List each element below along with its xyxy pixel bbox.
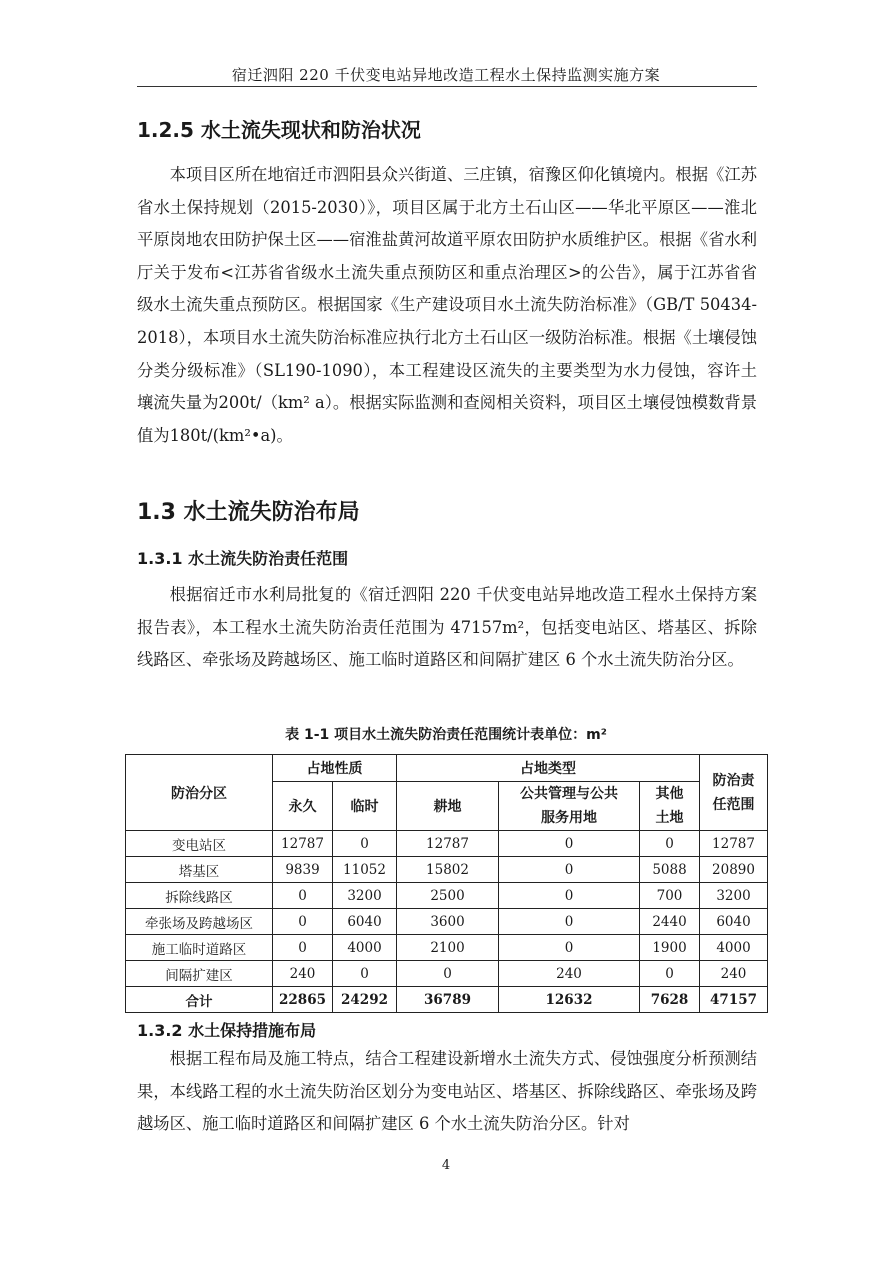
cell-other: 7628 — [640, 987, 700, 1013]
cell-public: 0 — [499, 831, 640, 857]
cell-public: 12632 — [499, 987, 640, 1013]
header-permanent: 永久 — [273, 782, 333, 831]
table-row — [126, 831, 768, 857]
cell-permanent: 12787 — [273, 831, 333, 857]
table-total-row — [126, 987, 768, 1013]
cell-responsibility: 6040 — [700, 909, 768, 935]
cell-zone: 牵张场及跨越场区 — [126, 909, 273, 935]
table-row — [126, 857, 768, 883]
section-heading-1-3: 1.3 水土流失防治布局 — [137, 500, 360, 525]
cell-temporary: 0 — [333, 961, 397, 987]
cell-farmland: 3600 — [397, 909, 499, 935]
paragraph-1-3-2: 根据工程布局及施工特点，结合工程建设新增水土流失方式、侵蚀强度分析预测结果，本线路工程的水土流失防治区划分为变电站区、塔基区、拆除线路区、牵张场及跨越场区、施工临时道路区和间隔扩建区 6 个水土流失防治分区。针对 — [137, 1049, 757, 1134]
section-heading-1-2-5: 1.2.5 水土流失现状和防治状况 — [137, 118, 421, 142]
header-land-type: 占地类型 — [397, 755, 700, 782]
cell-public: 0 — [499, 883, 640, 909]
header-responsibility: 防治责任范围 — [700, 755, 768, 831]
header-rule — [137, 86, 757, 87]
page-number: 4 — [441, 1158, 451, 1173]
responsibility-table — [125, 754, 768, 1013]
cell-responsibility: 240 — [700, 961, 768, 987]
header-land-nature: 占地性质 — [273, 755, 397, 782]
table-row — [126, 883, 768, 909]
cell-farmland: 0 — [397, 961, 499, 987]
cell-zone: 塔基区 — [126, 857, 273, 883]
cell-permanent: 9839 — [273, 857, 333, 883]
cell-permanent: 22865 — [273, 987, 333, 1013]
header-other-land: 其他土地 — [640, 782, 700, 831]
cell-farmland: 2100 — [397, 935, 499, 961]
cell-responsibility: 3200 — [700, 883, 768, 909]
cell-other: 0 — [640, 831, 700, 857]
cell-temporary: 6040 — [333, 909, 397, 935]
cell-farmland: 36789 — [397, 987, 499, 1013]
cell-temporary: 4000 — [333, 935, 397, 961]
table-row — [126, 961, 768, 987]
section-heading-1-3-1: 1.3.1 水土流失防治责任范围 — [137, 549, 349, 568]
cell-zone: 施工临时道路区 — [126, 935, 273, 961]
header-farmland: 耕地 — [397, 782, 499, 831]
cell-other: 0 — [640, 961, 700, 987]
header-temporary: 临时 — [333, 782, 397, 831]
cell-farmland: 2500 — [397, 883, 499, 909]
cell-other: 2440 — [640, 909, 700, 935]
cell-zone: 拆除线路区 — [126, 883, 273, 909]
cell-public: 0 — [499, 935, 640, 961]
cell-temporary: 24292 — [333, 987, 397, 1013]
paragraph-1-2-5: 本项目区所在地宿迁市泗阳县众兴街道、三庄镇，宿豫区仰化镇境内。根据《江苏省水土保持规划（2015-2030）》，项目区属于北方土石山区——华北平原区——淮北平原岗地农田防护保土区——宿淮盐黄河故道平原农田防护水质维护区。根据《省水利厅关于发布<江苏省省级水土流失重点预防区和重点治理区>的公告》，属于江苏省省级水土流失重点预防区。根据国家《生产建设项目水土流失防治标准》（GB/T 50434-2018），本项目水土流失防治标准应执行北方土石山区一级防治标准。根据《土壤侵蚀分类分级标准》（SL190-1090），本工程建设区流失的主要类型为水力侵蚀，容许土壤流失量为200t/（km² a）。根据实际监测和查阅相关资料，项目区土壤侵蚀模数背景值为180t/(km²•a)。 — [137, 165, 757, 445]
cell-temporary: 0 — [333, 831, 397, 857]
cell-permanent: 240 — [273, 961, 333, 987]
cell-permanent: 0 — [273, 935, 333, 961]
cell-other: 1900 — [640, 935, 700, 961]
table-row — [126, 935, 768, 961]
table-caption: 表 1-1 项目水土流失防治责任范围统计表单位：m² — [285, 727, 607, 743]
cell-responsibility: 47157 — [700, 987, 768, 1013]
cell-zone: 间隔扩建区 — [126, 961, 273, 987]
section-heading-1-3-2: 1.3.2 水土保持措施布局 — [137, 1021, 317, 1040]
cell-farmland: 15802 — [397, 857, 499, 883]
running-header: 宿迁泗阳 220 千伏变电站异地改造工程水土保持监测实施方案 — [231, 66, 661, 84]
cell-public: 0 — [499, 857, 640, 883]
cell-responsibility: 4000 — [700, 935, 768, 961]
cell-temporary: 11052 — [333, 857, 397, 883]
cell-permanent: 0 — [273, 909, 333, 935]
cell-responsibility: 20890 — [700, 857, 768, 883]
cell-responsibility: 12787 — [700, 831, 768, 857]
paragraph-1-3-1: 根据宿迁市水利局批复的《宿迁泗阳 220 千伏变电站异地改造工程水土保持方案报告表》，本工程水土流失防治责任范围为 47157m²，包括变电站区、塔基区、拆除线路区、牵张场及跨越场区、施工临时道路区和间隔扩建区 6 个水土流失防治分区。 — [137, 585, 757, 670]
cell-zone: 变电站区 — [126, 831, 273, 857]
cell-permanent: 0 — [273, 883, 333, 909]
table-row — [126, 909, 768, 935]
cell-temporary: 3200 — [333, 883, 397, 909]
cell-public: 240 — [499, 961, 640, 987]
header-zone: 防治分区 — [126, 755, 273, 831]
cell-other: 5088 — [640, 857, 700, 883]
cell-public: 0 — [499, 909, 640, 935]
cell-farmland: 12787 — [397, 831, 499, 857]
header-public-land: 公共管理与公共服务用地 — [499, 782, 640, 831]
cell-other: 700 — [640, 883, 700, 909]
cell-zone: 合计 — [126, 987, 273, 1013]
